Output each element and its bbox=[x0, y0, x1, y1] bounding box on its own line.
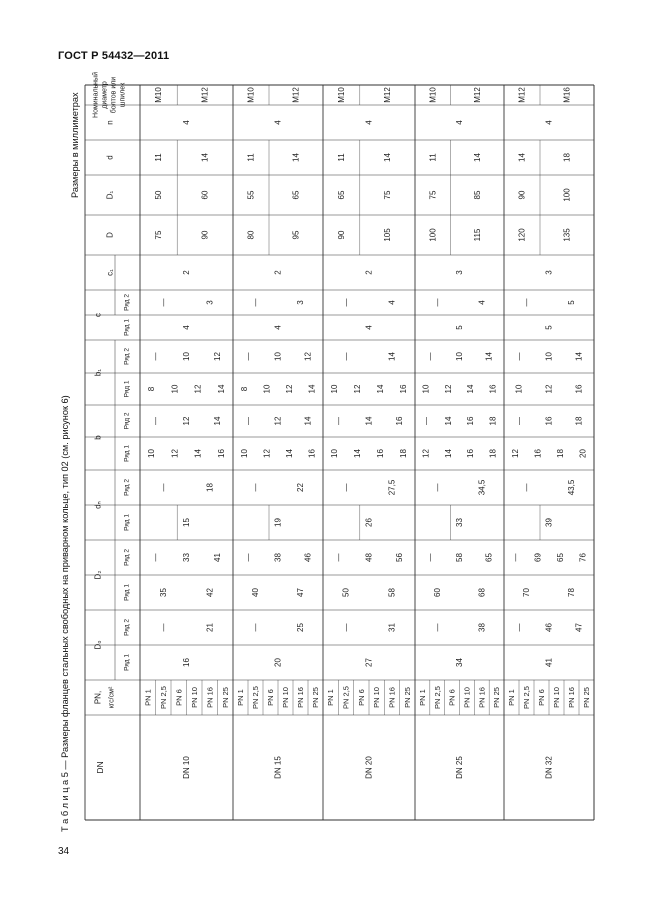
b1-row1-value: 14 bbox=[307, 384, 317, 394]
pn-label: PN 16 bbox=[387, 687, 397, 708]
b-row1-value: 20 bbox=[578, 449, 588, 458]
pn-label: PN 16 bbox=[205, 687, 215, 708]
D1-value: 100 bbox=[562, 188, 572, 202]
pn-label: PN 10 bbox=[281, 687, 290, 708]
b1-row1-value: 14 bbox=[376, 384, 385, 394]
dn-ring-row2-value: 18 bbox=[205, 483, 215, 492]
header-bolt-line: шпилек bbox=[119, 82, 127, 108]
pn-label: PN 10 bbox=[462, 687, 472, 708]
b-row2-value: 14 bbox=[303, 416, 313, 426]
page-number: 34 bbox=[58, 846, 70, 857]
bolt-value: M12 bbox=[382, 87, 392, 103]
bolt-value: M10 bbox=[154, 87, 164, 103]
D1-value: 75 bbox=[428, 190, 438, 200]
n-value: 4 bbox=[273, 120, 283, 125]
pn-label: PN 16 bbox=[296, 687, 305, 708]
header-bolt-line: диаметр bbox=[101, 81, 109, 109]
d2-row2-value: — bbox=[151, 553, 160, 562]
b-row1-value: 12 bbox=[421, 449, 431, 458]
b1-row2-value: 12 bbox=[213, 352, 222, 361]
pn-label: PN 2,5 bbox=[432, 686, 442, 709]
header-row1: Ряд 1 bbox=[123, 445, 131, 462]
b1-row1-value: 10 bbox=[514, 384, 524, 394]
d2-row2-value: 38 bbox=[273, 553, 283, 562]
dn-ring-row1-value: 26 bbox=[364, 518, 374, 527]
c-row2-value: 4 bbox=[477, 300, 487, 305]
c-row2-value: 5 bbox=[567, 300, 576, 305]
pn-label: PN 2,5 bbox=[341, 686, 351, 709]
b1-row2-value: 14 bbox=[484, 352, 494, 361]
c-row2-value: — bbox=[251, 298, 260, 307]
header-d2: D₂ bbox=[93, 570, 103, 580]
b1-row1-value: 16 bbox=[488, 384, 498, 394]
b1-row2-value: 10 bbox=[273, 352, 283, 361]
b1-row1-value: 12 bbox=[353, 384, 362, 394]
header-D: D bbox=[105, 232, 115, 238]
d2-row1-value: 60 bbox=[432, 588, 442, 597]
D-value: 135 bbox=[562, 228, 572, 242]
d0-row2-value: 47 bbox=[574, 623, 584, 632]
b1-row1-value: 12 bbox=[284, 384, 294, 394]
D1-value: 65 bbox=[291, 190, 301, 200]
pn-label: PN 25 bbox=[311, 687, 320, 708]
header-row2: Ряд 2 bbox=[123, 479, 131, 496]
pn-label: PN 10 bbox=[189, 687, 199, 708]
d-value: 11 bbox=[336, 153, 346, 162]
header-d0: D₀ bbox=[93, 640, 103, 650]
header-row1: Ряд 1 bbox=[123, 584, 131, 601]
d0-row2-value: — bbox=[514, 623, 524, 632]
c-row2-value: — bbox=[522, 298, 531, 307]
pn-label: PN 1 bbox=[236, 689, 245, 706]
d2-row2-value: — bbox=[425, 553, 435, 562]
D-value: 90 bbox=[200, 230, 210, 240]
b-row1-value: 12 bbox=[510, 449, 520, 458]
D-value: 95 bbox=[291, 230, 301, 240]
d2-row1-value: 47 bbox=[296, 588, 305, 597]
header-row1: Ряд 1 bbox=[123, 654, 131, 671]
document-standard-header: ГОСТ Р 54432—2011 bbox=[58, 50, 170, 62]
dn-value: DN 10 bbox=[182, 756, 191, 779]
header-bolt-line: болтов или bbox=[110, 76, 118, 114]
header-b1: b₁ bbox=[93, 368, 103, 377]
c-row2-value: 3 bbox=[296, 300, 305, 305]
D-value: 100 bbox=[428, 228, 438, 242]
b-row2-value: 14 bbox=[213, 416, 222, 426]
d2-row1-value: 78 bbox=[567, 588, 576, 597]
dn-ring-row1-value: 19 bbox=[273, 518, 283, 527]
b-row1-value: 16 bbox=[533, 449, 543, 458]
d2-row1-value: 50 bbox=[341, 588, 351, 597]
pn-label: PN 2,5 bbox=[522, 686, 531, 709]
c1-value: 3 bbox=[455, 270, 464, 275]
b1-row1-value: 12 bbox=[544, 384, 554, 394]
c-row1-value: 4 bbox=[182, 325, 191, 330]
bolt-value: M10 bbox=[336, 87, 346, 103]
bolt-value: M12 bbox=[517, 87, 527, 103]
c-row2-value: — bbox=[432, 298, 442, 307]
D-value: 115 bbox=[472, 228, 482, 242]
c-row1-value: 5 bbox=[544, 325, 554, 330]
b1-row1-value: 14 bbox=[216, 384, 226, 394]
d0-row2-value: — bbox=[341, 623, 351, 632]
b1-row2-value: — bbox=[514, 352, 524, 361]
b-row1-value: 18 bbox=[488, 449, 498, 458]
b-row2-value: 16 bbox=[466, 416, 476, 426]
header-n: n bbox=[105, 120, 115, 125]
d2-row1-value: 35 bbox=[158, 588, 168, 597]
b-row2-value: — bbox=[151, 417, 160, 425]
header-row2: Ряд 2 bbox=[123, 619, 131, 636]
d2-row2-value: 41 bbox=[213, 553, 222, 562]
pn-label: PN 1 bbox=[143, 689, 153, 706]
header-pn: PN, bbox=[93, 690, 103, 705]
b-row1-value: 18 bbox=[555, 449, 565, 458]
d2-row2-value: 48 bbox=[364, 553, 374, 562]
b-row2-value: 18 bbox=[488, 416, 498, 426]
d-value: 14 bbox=[200, 153, 210, 162]
d0-row1-value: 34 bbox=[455, 658, 464, 667]
d0-row1-value: 20 bbox=[273, 658, 283, 667]
pn-label: PN 6 bbox=[266, 689, 275, 706]
bolt-value: M12 bbox=[472, 87, 482, 103]
b1-row2-value: — bbox=[151, 352, 160, 361]
header-row1: Ряд 1 bbox=[123, 319, 131, 336]
pn-label: PN 10 bbox=[552, 687, 561, 708]
d0-row2-value: 21 bbox=[205, 623, 215, 632]
header-row2: Ряд 2 bbox=[123, 348, 131, 365]
b-row2-value: — bbox=[243, 417, 253, 425]
header-D1: D₁ bbox=[105, 190, 115, 200]
header-pn-unit: кгс/см² bbox=[108, 686, 116, 709]
pn-label: PN 1 bbox=[417, 689, 427, 706]
header-bolt-line: Номинальный bbox=[92, 72, 100, 118]
pn-label: PN 16 bbox=[567, 687, 576, 708]
dn-value: DN 25 bbox=[455, 756, 464, 779]
n-value: 4 bbox=[364, 120, 374, 125]
b1-row1-value: 10 bbox=[421, 384, 431, 394]
d0-row1-value: 41 bbox=[544, 658, 554, 667]
b-row2-value: — bbox=[514, 417, 524, 425]
header-c1: c₁ bbox=[105, 269, 115, 276]
b-row1-value: 10 bbox=[330, 449, 339, 458]
bolt-value: M16 bbox=[562, 87, 572, 103]
pn-label: PN 1 bbox=[507, 689, 516, 706]
b1-row1-value: 16 bbox=[574, 384, 584, 394]
d2-row1-value: 58 bbox=[387, 588, 397, 597]
pn-label: PN 6 bbox=[537, 689, 546, 706]
b1-row2-value: — bbox=[341, 352, 351, 361]
D1-value: 65 bbox=[336, 190, 346, 200]
d2-row2-value: 69 bbox=[533, 553, 543, 562]
b1-row2-value: — bbox=[243, 352, 253, 361]
D-value: 80 bbox=[246, 230, 256, 240]
dn-value: DN 32 bbox=[544, 756, 554, 779]
D-value: 105 bbox=[382, 228, 392, 242]
d-value: 18 bbox=[562, 153, 572, 162]
c1-value: 3 bbox=[544, 270, 554, 275]
d-value: 11 bbox=[154, 153, 164, 162]
d0-row1-value: 27 bbox=[364, 658, 374, 667]
b-row2-value: — bbox=[333, 417, 343, 425]
dn-ring-row2-value: 27,5 bbox=[387, 479, 397, 496]
pn-label: PN 25 bbox=[220, 687, 230, 708]
b-row2-value: 16 bbox=[395, 416, 405, 426]
pn-label: PN 6 bbox=[447, 689, 457, 706]
D-value: 120 bbox=[517, 228, 527, 242]
b-row1-value: 10 bbox=[147, 449, 157, 458]
pn-label: PN 25 bbox=[492, 687, 502, 708]
c1-value: 2 bbox=[273, 270, 283, 275]
c-row2-value: 3 bbox=[205, 300, 215, 305]
D1-value: 75 bbox=[382, 190, 392, 200]
d0-row2-value: — bbox=[251, 623, 260, 632]
dn-ring-row1-value: 39 bbox=[544, 518, 554, 527]
pn-label: PN 2,5 bbox=[158, 686, 168, 709]
d0-row2-value: 25 bbox=[296, 623, 305, 632]
d2-row1-value: 40 bbox=[251, 588, 260, 597]
dn-value: DN 20 bbox=[364, 756, 374, 779]
bolt-value: M10 bbox=[246, 87, 256, 103]
b1-row2-value: 10 bbox=[544, 352, 554, 361]
d2-row2-value: 46 bbox=[303, 553, 313, 562]
header-d: d bbox=[105, 155, 115, 160]
b-row2-value: 16 bbox=[544, 416, 554, 426]
header-row1: Ряд 1 bbox=[123, 514, 131, 531]
units-note: Размеры в миллиметрах bbox=[70, 92, 80, 198]
d0-row2-value: — bbox=[432, 623, 442, 632]
c-row2-value: 4 bbox=[387, 300, 397, 305]
b-row1-value: 12 bbox=[262, 449, 272, 458]
d2-row2-value: 65 bbox=[484, 553, 494, 562]
b-row1-value: 14 bbox=[284, 449, 294, 458]
d0-row1-value: 16 bbox=[182, 658, 191, 667]
n-value: 4 bbox=[544, 120, 554, 125]
dn-ring-row1-value: 33 bbox=[455, 518, 464, 527]
d0-row2-value: 31 bbox=[387, 623, 397, 632]
n-value: 4 bbox=[455, 120, 464, 125]
c-row1-value: 4 bbox=[273, 325, 283, 330]
d2-row2-value: — bbox=[510, 553, 520, 562]
d0-row2-value: — bbox=[158, 623, 168, 632]
b-row1-value: 14 bbox=[443, 449, 453, 458]
c1-value: 2 bbox=[182, 270, 191, 275]
d-value: 11 bbox=[428, 153, 438, 162]
header-dn-ring: dₙ bbox=[93, 501, 103, 509]
dn-ring-row2-value: — bbox=[251, 483, 260, 492]
b-row2-value: 14 bbox=[364, 416, 374, 426]
d-value: 14 bbox=[472, 153, 482, 162]
b-row1-value: 16 bbox=[307, 449, 317, 458]
b1-row2-value: 10 bbox=[182, 352, 191, 361]
header-row1: Ряд 1 bbox=[123, 380, 131, 398]
pn-label: PN 6 bbox=[356, 689, 366, 706]
d0-row2-value: 46 bbox=[544, 623, 554, 632]
pn-label: PN 25 bbox=[582, 687, 591, 708]
b1-row2-value: 10 bbox=[455, 352, 464, 361]
header-row2: Ряд 2 bbox=[123, 549, 131, 566]
b-row2-value: 18 bbox=[574, 416, 584, 426]
c1-value: 2 bbox=[364, 270, 374, 275]
b-row2-value: — bbox=[421, 417, 431, 425]
b-row1-value: 16 bbox=[216, 449, 226, 458]
dn-ring-row2-value: 43,5 bbox=[567, 479, 576, 496]
d2-row1-value: 42 bbox=[205, 588, 215, 597]
bolt-value: M12 bbox=[200, 87, 210, 103]
dn-ring-row2-value: 34,5 bbox=[477, 479, 487, 496]
c-row2-value: — bbox=[158, 298, 168, 307]
d2-row2-value: — bbox=[333, 553, 343, 562]
dn-ring-row2-value: — bbox=[522, 483, 531, 492]
d-value: 14 bbox=[517, 153, 527, 162]
pn-label: PN 6 bbox=[174, 689, 184, 706]
n-value: 4 bbox=[182, 120, 191, 125]
d2-row2-value: 76 bbox=[578, 553, 588, 562]
d2-row2-value: 58 bbox=[455, 553, 464, 562]
D1-value: 55 bbox=[246, 190, 256, 200]
b-row1-value: 14 bbox=[353, 449, 362, 458]
b1-row1-value: 8 bbox=[147, 386, 157, 392]
b1-row1-value: 10 bbox=[170, 384, 180, 394]
b1-row1-value: 10 bbox=[262, 384, 272, 394]
d0-row2-value: 38 bbox=[477, 623, 487, 632]
b1-row1-value: 12 bbox=[193, 384, 203, 394]
dn-ring-row2-value: — bbox=[432, 483, 442, 492]
bolt-value: M10 bbox=[428, 87, 438, 103]
c-row1-value: 5 bbox=[455, 325, 464, 330]
d2-row2-value: 56 bbox=[395, 553, 405, 562]
D-value: 90 bbox=[336, 230, 346, 240]
b-row1-value: 16 bbox=[466, 449, 476, 458]
header-c: c bbox=[93, 313, 103, 317]
d2-row2-value: — bbox=[243, 553, 253, 562]
dn-ring-row2-value: — bbox=[158, 483, 168, 492]
b1-row1-value: 8 bbox=[239, 386, 249, 392]
dn-ring-row2-value: 22 bbox=[296, 483, 305, 492]
d2-row2-value: 65 bbox=[555, 553, 565, 562]
header-dn: DN bbox=[95, 761, 105, 774]
pn-label: PN 1 bbox=[326, 689, 336, 706]
b-row2-value: 12 bbox=[273, 416, 283, 426]
d-value: 14 bbox=[291, 153, 301, 162]
b1-row1-value: 12 bbox=[443, 384, 453, 394]
b-row1-value: 14 bbox=[193, 449, 203, 458]
pn-label: PN 16 bbox=[477, 687, 487, 708]
b1-row2-value: 14 bbox=[387, 352, 397, 361]
b1-row1-value: 10 bbox=[330, 384, 339, 394]
header-b: b bbox=[93, 435, 103, 440]
pn-label: PN 25 bbox=[402, 687, 412, 708]
header-row2: Ряд 2 bbox=[123, 294, 131, 311]
header-row2: Ряд 2 bbox=[123, 412, 131, 430]
D1-value: 50 bbox=[154, 190, 164, 200]
c-row2-value: — bbox=[341, 298, 351, 307]
D1-value: 60 bbox=[200, 190, 210, 200]
d2-row2-value: 33 bbox=[182, 553, 191, 562]
d2-row1-value: 68 bbox=[477, 588, 487, 597]
b1-row1-value: 16 bbox=[399, 384, 408, 394]
b-row1-value: 18 bbox=[399, 449, 408, 458]
b-row2-value: 12 bbox=[182, 416, 191, 426]
D1-value: 90 bbox=[517, 190, 527, 200]
dn-ring-row1-value: 15 bbox=[182, 518, 191, 527]
d-value: 14 bbox=[382, 153, 392, 162]
b-row1-value: 10 bbox=[239, 449, 249, 458]
b1-row2-value: 14 bbox=[574, 352, 584, 361]
dn-ring-row2-value: — bbox=[341, 483, 351, 492]
b-row2-value: 14 bbox=[443, 416, 453, 426]
b-row1-value: 16 bbox=[376, 449, 385, 458]
c-row1-value: 4 bbox=[364, 325, 374, 330]
table-title: Т а б л и ц а 5 — Размеры фланцев стальных свободных на приварном кольце, тип 02 (см. рисунок 6) bbox=[60, 395, 70, 832]
d-value: 11 bbox=[246, 153, 256, 162]
pn-label: PN 2,5 bbox=[251, 686, 260, 709]
b1-row2-value: 12 bbox=[303, 352, 313, 361]
d2-row1-value: 70 bbox=[522, 588, 531, 597]
b-row1-value: 12 bbox=[170, 449, 180, 458]
D-value: 75 bbox=[154, 230, 164, 240]
b1-row1-value: 14 bbox=[466, 384, 476, 394]
D1-value: 85 bbox=[472, 190, 482, 200]
b1-row2-value: — bbox=[425, 352, 435, 361]
pn-label: PN 10 bbox=[372, 687, 382, 708]
dn-value: DN 15 bbox=[273, 756, 283, 779]
bolt-value: M12 bbox=[291, 87, 301, 103]
